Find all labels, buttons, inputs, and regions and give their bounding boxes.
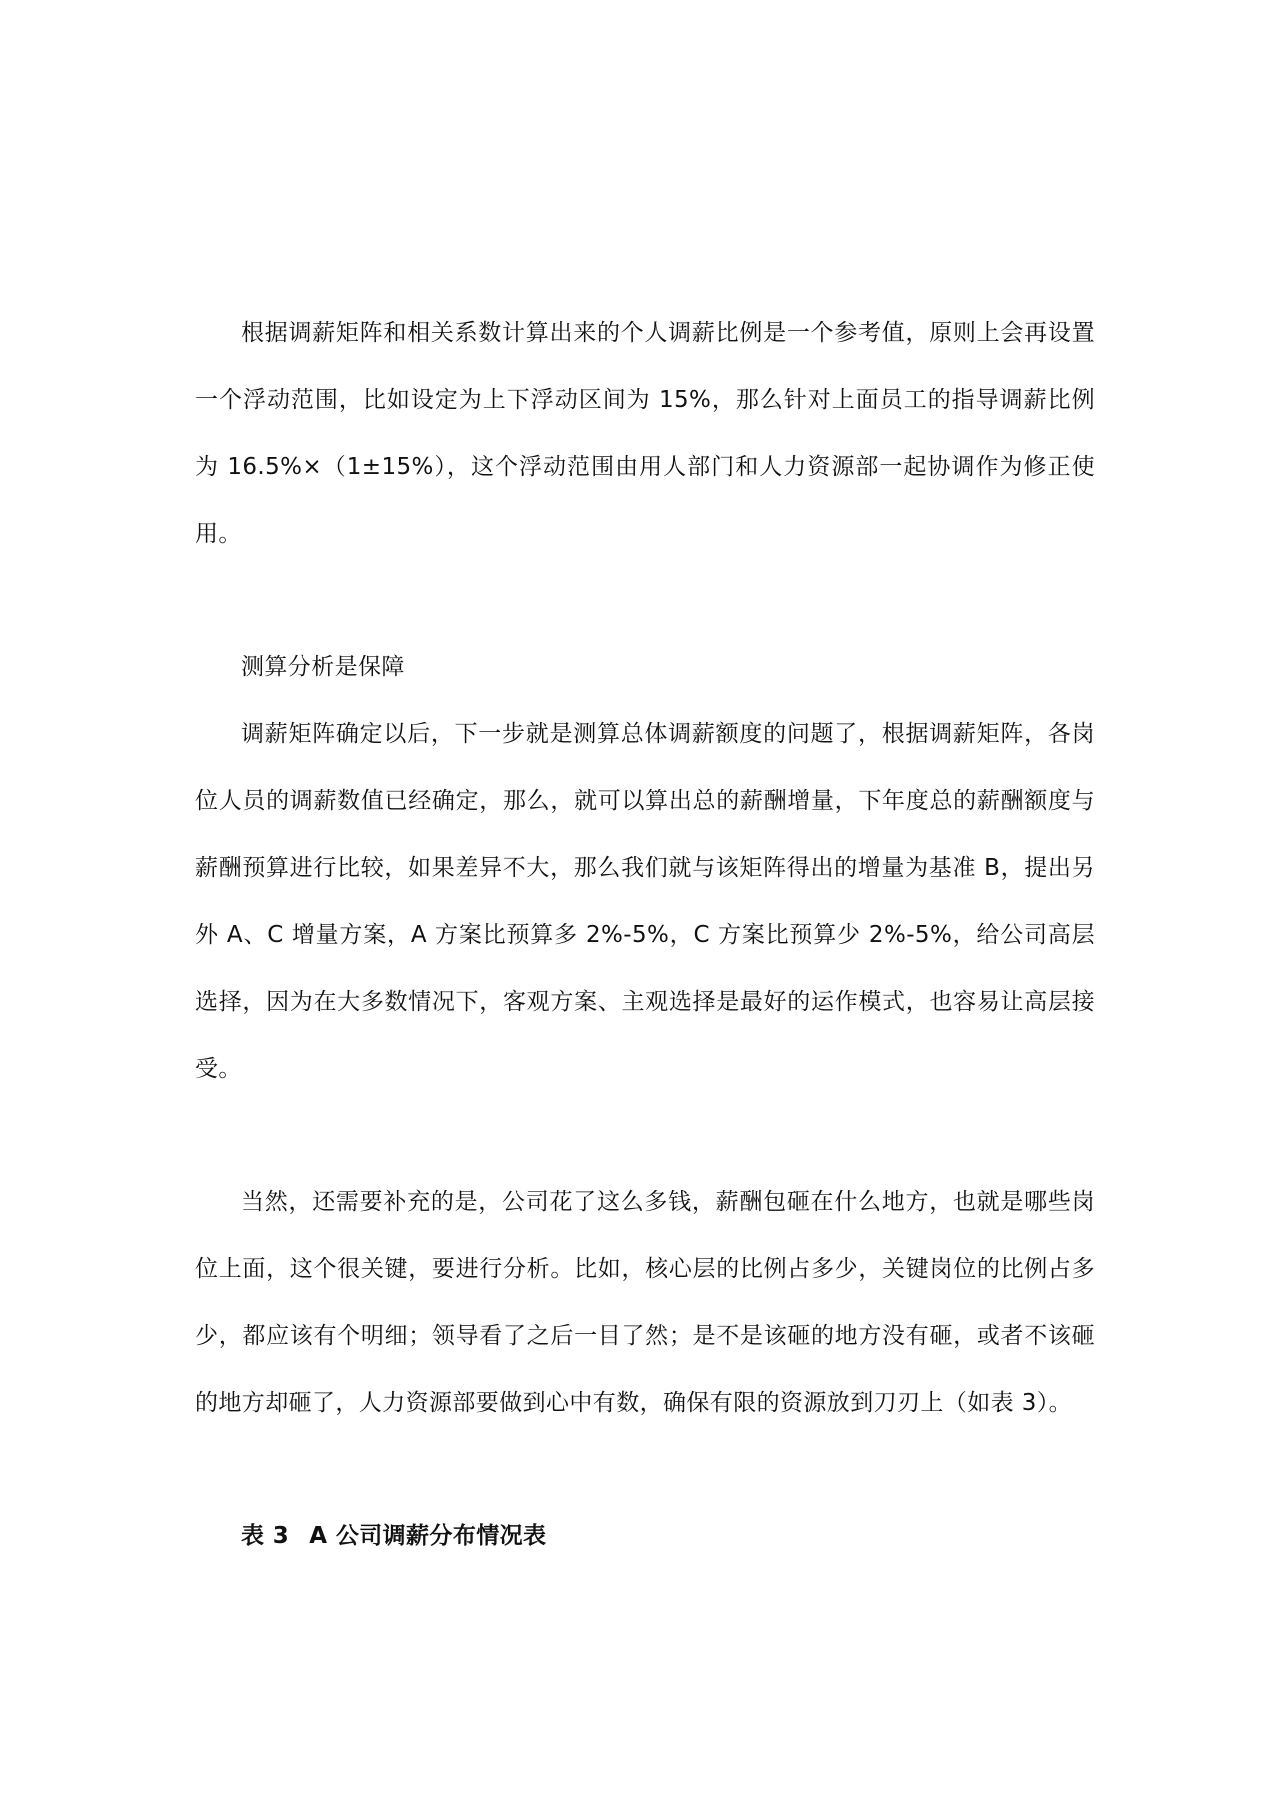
table-caption — [195, 1503, 1095, 1570]
paragraph-floating-range: 根据调薪矩阵和相关系数计算出来的个人调薪比例是一个参考值，原则上会再设置一个浮动范围，比如设定为上下浮动区间为 15%，那么针对上面员工的指导调薪比例为 16.5%×（1±15%），这个浮动范围由用人部门和人力资源部一起协调作为修正使用。 — [195, 320, 1095, 547]
table-caption-title: A 公司调薪分布情况表 — [309, 1523, 547, 1549]
paragraph-budget-calculation: 调薪矩阵确定以后，下一步就是测算总体调薪额度的问题了，根据调薪矩阵，各岗位人员的调薪数值已经确定，那么，就可以算出总的薪酬增量，下年度总的薪酬额度与薪酬预算进行比较，如果差异不大，那么我们就与该矩阵得出的增量为基准 B，提出另外 A、C 增量方案，A 方案比预算多 2%-5%，C 方案比预算少 2%-5%，给公司高层选择，因为在大多数情况下，客观方案、主观选择是最好的运作模式，也容易让高层接受。 — [195, 721, 1095, 1082]
section-heading: 测算分析是保障 — [241, 654, 405, 680]
table-caption-number: 表 3 — [241, 1523, 290, 1549]
paragraph-distribution-analysis: 当然，还需要补充的是，公司花了这么多钱，薪酬包砸在什么地方，也就是哪些岗位上面，这个很关键，要进行分析。比如，核心层的比例占多少，关键岗位的比例占多少，都应该有个明细；领导看了之后一目了然；是不是该砸的地方没有砸，或者不该砸的地方却砸了，人力资源部要做到心中有数，确保有限的资源放到刀刃上（如表 3）。 — [195, 1189, 1095, 1416]
document-body — [195, 300, 1095, 1570]
